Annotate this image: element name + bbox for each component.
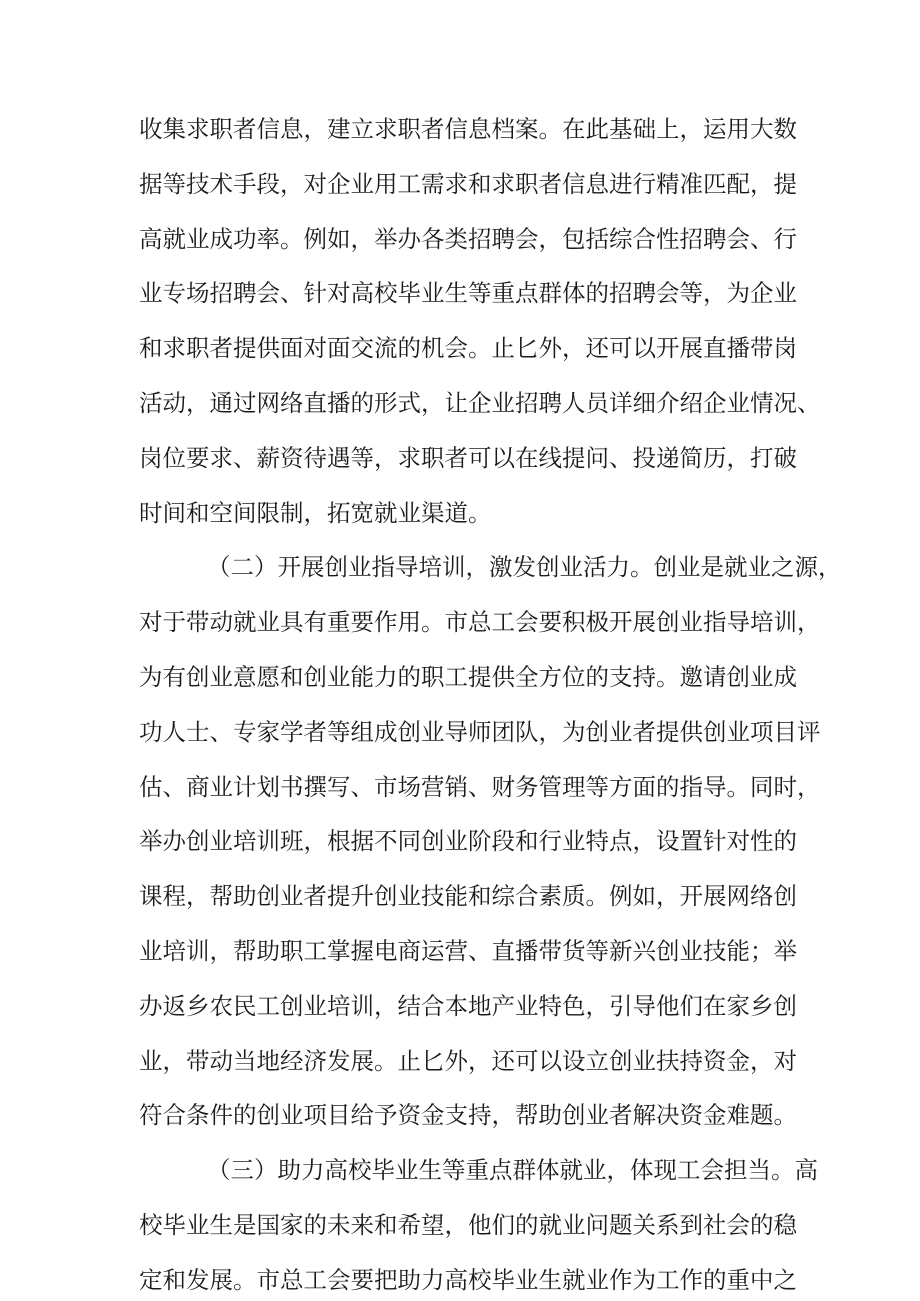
text-line: 举办创业培训班，根据不同创业阶段和行业特点，设置针对性的 [139, 827, 797, 855]
text-line: 对于带动就业具有重要作用。市总工会要积极开展创业指导培训， [139, 608, 821, 636]
text-line: 为有创业意愿和创业能力的职工提供全方位的支持。邀请创业成 [139, 663, 797, 691]
text-line: （二）开展创业指导培训，激发创业活力。创业是就业之源， [207, 553, 842, 581]
text-line: 业专场招聘会、针对高校毕业生等重点群体的招聘会等，为企业 [139, 279, 797, 307]
text-line: 功人士、专家学者等组成创业导师团队，为创业者提供创业项目评 [139, 718, 821, 746]
text-line: 据等技术手段，对企业用工需求和求职者信息进行精准匹配，提 [139, 170, 797, 198]
text-line: 业，带动当地经济发展。止匕外，还可以设立创业扶持资金，对 [139, 1047, 797, 1075]
text-line: 校毕业生是国家的未来和希望，他们的就业问题关系到社会的稳 [139, 1211, 797, 1239]
text-line: 时间和空间限制，拓宽就业渠道。 [139, 499, 492, 527]
text-line: 办返乡农民工创业培训，结合本地产业特色，引导他们在家乡创 [139, 992, 797, 1020]
text-line: 符合条件的创业项目给予资金支持，帮助创业者解决资金难题。 [139, 1101, 797, 1129]
text-line: 课程，帮助创业者提升创业技能和综合素质。例如，开展网络创 [139, 882, 797, 910]
text-line: 业培训，帮助职工掌握电商运营、直播带货等新兴创业技能；举 [139, 937, 797, 965]
text-line: 定和发展。市总工会要把助力高校毕业生就业作为工作的重中之 [139, 1266, 797, 1294]
text-line: （三）助力高校毕业生等重点群体就业，体现工会担当。高 [207, 1156, 818, 1184]
text-line: 收集求职者信息，建立求职者信息档案。在此基础上，运用大数 [139, 115, 797, 143]
text-line: 和求职者提供面对面交流的机会。止匕外，还可以开展直播带岗 [139, 334, 797, 362]
text-line: 高就业成功率。例如，举办各类招聘会，包括综合性招聘会、行 [139, 225, 797, 253]
text-line: 岗位要求、薪资待遇等，求职者可以在线提问、投递简历，打破 [139, 444, 797, 472]
text-line: 估、商业计划书撰写、市场营销、财务管理等方面的指导。同时， [139, 773, 821, 801]
text-line: 活动，通过网络直播的形式，让企业招聘人员详细介绍企业情况、 [139, 389, 821, 417]
